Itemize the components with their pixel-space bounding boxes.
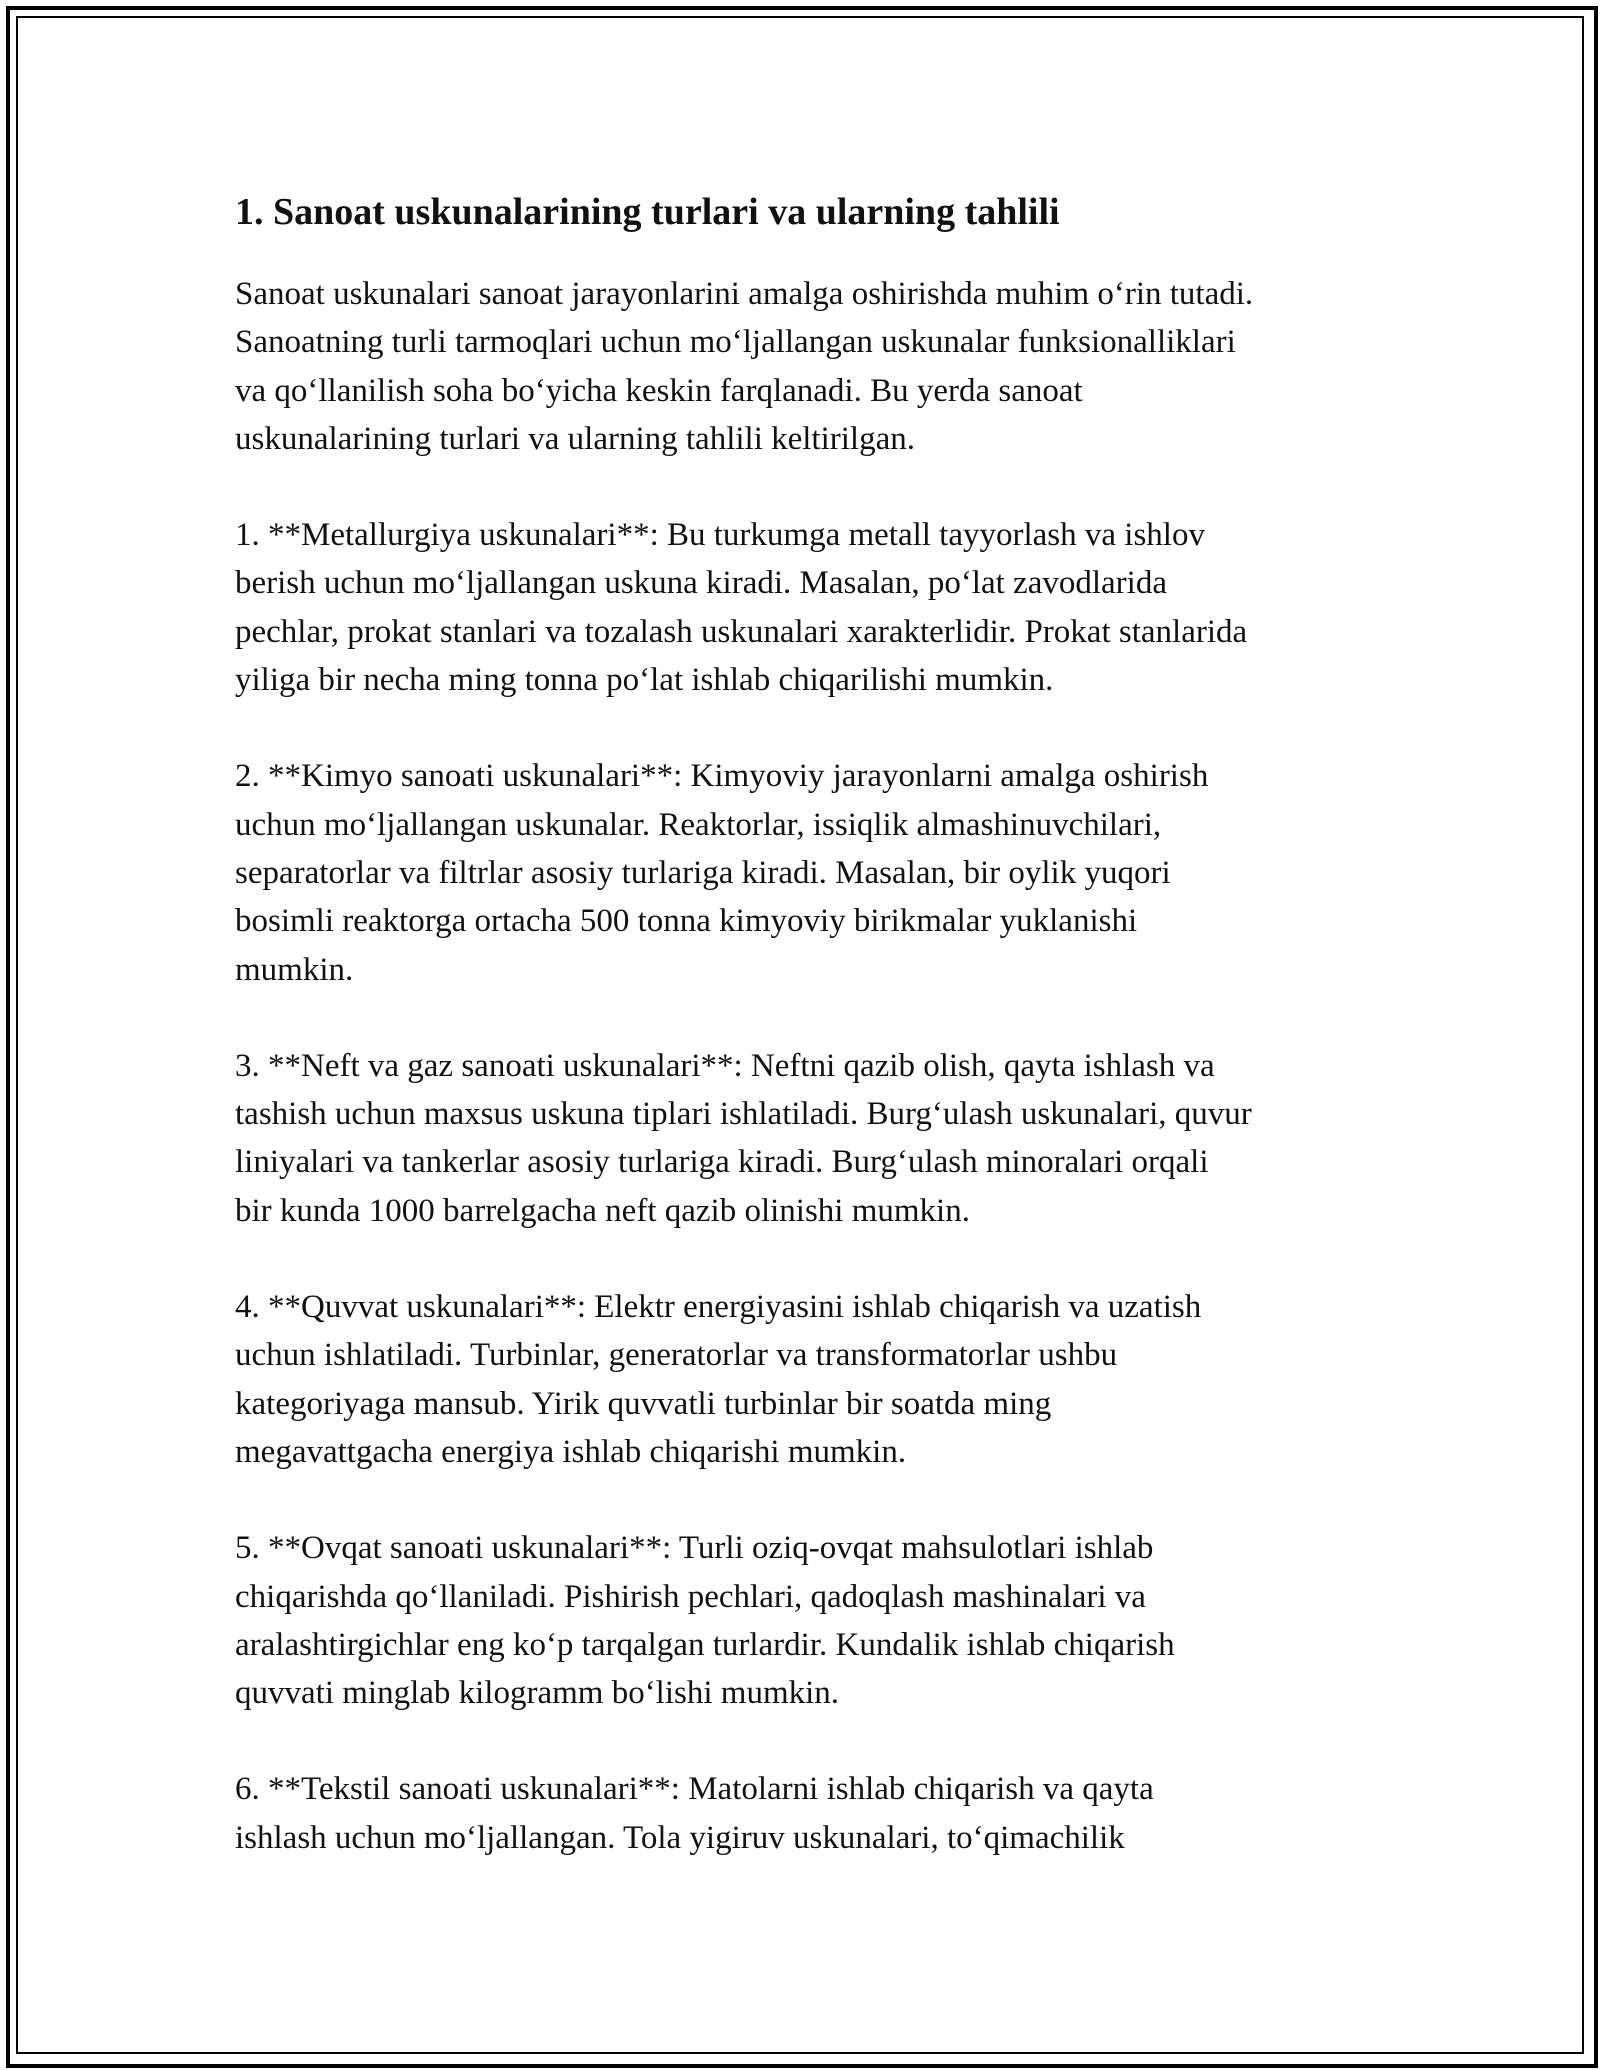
- list-item-food: 5. **Ovqat sanoati uskunalari**: Turli oziq-ovqat mahsulotlari ishlab chiqarishda qo‘llaniladi. Pishirish pechlari, qadoqlash mashinalari va aralashtirgichlar eng ko‘p tarqalgan turlardir. Kundalik ishlab chiqarish quvvati minglab kilogramm bo‘lishi mumkin.: [235, 1530, 1175, 1712]
- intro-paragraph: Sanoat uskunalari sanoat jarayonlarini amalga oshirishda muhim o‘rin tutadi. Sanoatning turli tarmoqlari uchun mo‘ljallangan uskunalar funksionalliklari va qo‘llanilish soha bo‘yicha keskin farqlanadi. Bu yerda sanoat uskunalarining turlari va ularning tahlili keltirilgan.: [235, 276, 1254, 457]
- document-body: [235, 186, 1395, 1910]
- list-item-chemical: 2. **Kimyo sanoati uskunalari**: Kimyoviy jarayonlarni amalga oshirish uchun mo‘ljallangan uskunalar. Reaktorlar, issiqlik almashinuvchilari, separatorlar va filtrlar asosiy turlariga kiradi. Masalan, bir oylik yuqori bosimli reaktorga ortacha 500 tonna kimyoviy birikmalar yuklanishi mumkin.: [235, 758, 1209, 988]
- section-heading: 1. Sanoat uskunalarining turlari va ularning tahlili: [235, 191, 1060, 233]
- list-item-oil-gas: 3. **Neft va gaz sanoati uskunalari**: Neftni qazib olish, qayta ishlash va tashish uchun maxsus uskuna tiplari ishlatiladi. Burg‘ulash uskunalari, quvur liniyalari va tankerlar asosiy turlariga kiradi. Burg‘ulash minoralari orqali bir kunda 1000 barrelgacha neft qazib olinishi mumkin.: [235, 1047, 1252, 1229]
- list-item-metallurgy: 1. **Metallurgiya uskunalari**: Bu turkumga metall tayyorlash va ishlov berish uchun mo‘ljallangan uskuna kiradi. Masalan, po‘lat zavodlarida pechlar, prokat stanlari va tozalash uskunalari xarakterlidir. Prokat stanlarida yiliga bir necha ming tonna po‘lat ishlab chiqarilishi mumkin.: [235, 517, 1248, 699]
- list-item-textile: 6. **Tekstil sanoati uskunalari**: Matolarni ishlab chiqarish va qayta ishlash uchun mo‘ljallangan. Tola yigiruv uskunalari, to‘qimachilik: [235, 1771, 1154, 1856]
- list-item-power: 4. **Quvvat uskunalari**: Elektr energiyasini ishlab chiqarish va uzatish uchun ishlatiladi. Turbinlar, generatorlar va transformatorlar ushbu kategoriyaga mansub. Yirik quvvatli turbinlar bir soatda ming megavattgacha energiya ishlab chiqarishi mumkin.: [235, 1289, 1202, 1470]
